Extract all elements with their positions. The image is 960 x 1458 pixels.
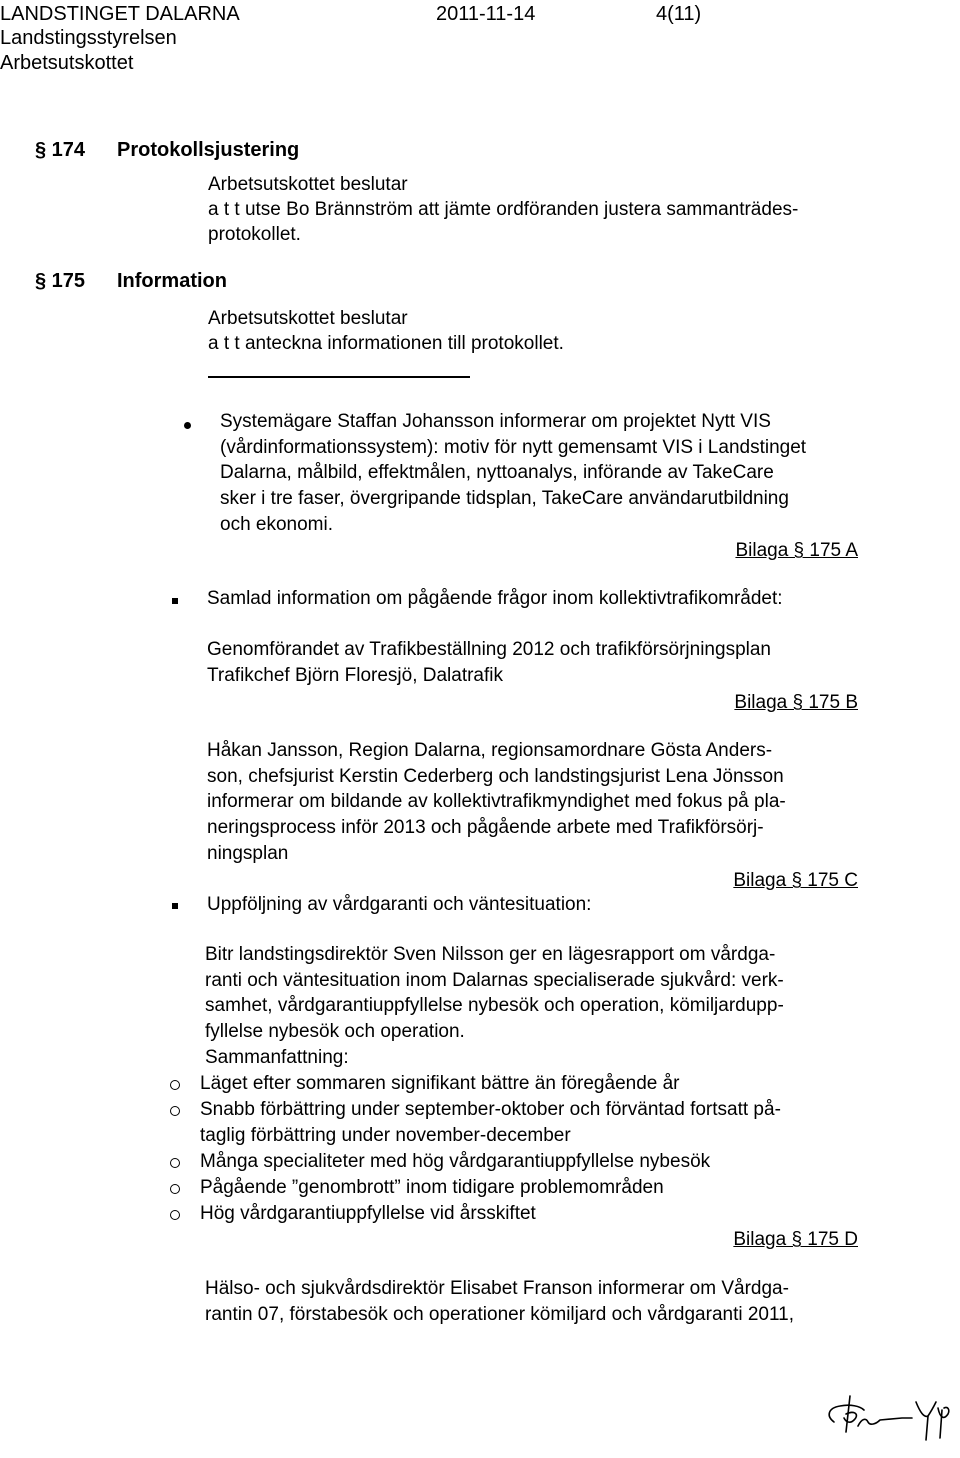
attachment-175b-link[interactable]: Bilaga § 175 B: [734, 692, 858, 713]
final-line-2: rantin 07, förstabesök och operationer kömiljard och vårdgaranti 2011,: [205, 1303, 794, 1325]
attachment-175a-link[interactable]: Bilaga § 175 A: [735, 540, 858, 561]
care-summary-head: Sammanfattning:: [205, 1046, 349, 1068]
bullet-circle: [170, 1158, 180, 1168]
summary-item-1: Läget efter sommaren signifikant bättre än föregående år: [200, 1073, 680, 1094]
section-divider: [208, 376, 470, 378]
vis-line-5: och ekonomi.: [220, 513, 334, 535]
traffic-p2-line-4: neringsprocess inför 2013 och pågående arbete med Trafikförsörj-: [207, 817, 764, 839]
section-174-number: § 174: [35, 139, 86, 161]
traffic-p2-line-3: informerar om bildande av kollektivtrafikmyndighet med fokus på pla-: [207, 791, 786, 813]
care-line-3: samhet, vårdgarantiuppfyllelse nybesök och operation, kömiljardupp-: [205, 995, 784, 1017]
section-174-decision-line-1: a t t utse Bo Brännström att jämte ordföranden justera sammanträdes-: [208, 199, 799, 220]
traffic-p1-line-1: Genomförandet av Trafikbeställning 2012 och trafikförsörjningsplan: [207, 639, 771, 660]
section-175-title: Information: [117, 270, 227, 292]
section-175-decision-head: Arbetsutskottet beslutar: [208, 308, 408, 329]
attachment-175d-link[interactable]: Bilaga § 175 D: [733, 1229, 858, 1250]
final-line-1: Hälso- och sjukvårdsdirektör Elisabet Franson informerar om Vårdga-: [205, 1278, 789, 1299]
traffic-p2-line-5: ningsplan: [207, 842, 289, 864]
vis-line-3: Dalarna, målbild, effektmålen, nyttoanalys, införande av TakeCare: [220, 462, 774, 484]
summary-item-4: Pågående ”genombrott” inom tidigare problemområden: [200, 1177, 664, 1198]
summary-item-5: Hög vårdgarantiuppfyllelse vid årsskiftet: [200, 1203, 536, 1224]
handwritten-initials-signature: [820, 1388, 960, 1448]
traffic-p1-line-2: Trafikchef Björn Floresjö, Dalatrafik: [207, 664, 504, 686]
traffic-p2-line-2: son, chefsjurist Kerstin Cederberg och landstingsjurist Lena Jönsson: [207, 765, 784, 787]
header-board: Landstingsstyrelsen: [0, 27, 177, 49]
traffic-paragraph-1: [207, 637, 771, 688]
section-175-decision-line: a t t anteckna informationen till protokollet.: [208, 333, 564, 354]
summary-item-3: Många specialiteter med hög vårdgarantiuppfyllelse nybesök: [200, 1151, 711, 1172]
vis-line-2: (vårdinformationssystem): motiv för nytt gemensamt VIS i Landstinget: [220, 436, 807, 458]
section-174-decision-line-2: protokollet.: [208, 224, 301, 245]
header-committee: Arbetsutskottet: [0, 52, 134, 74]
traffic-p2-line-1: Håkan Jansson, Region Dalarna, regionsamordnare Gösta Anders-: [207, 740, 773, 761]
bullet-square: [172, 598, 178, 604]
bullet-circle: [170, 1184, 180, 1194]
vis-paragraph: [220, 409, 806, 538]
care-line-2: ranti och väntesituation inom Dalarnas specialiserade sjukvård: verk-: [205, 969, 784, 991]
traffic-paragraph-2: [207, 738, 786, 867]
header-date: 2011-11-14: [436, 3, 536, 25]
summary-item-2-line-2: taglig förbättring under november-december: [200, 1125, 571, 1146]
section-174-decision-head: Arbetsutskottet beslutar: [208, 174, 408, 195]
bullet-dot: [184, 422, 191, 429]
attachment-175c-link[interactable]: Bilaga § 175 C: [733, 870, 858, 891]
bullet-circle: [170, 1106, 180, 1116]
header-page-number: 4(11): [656, 3, 702, 25]
care-line-1: Bitr landstingsdirektör Sven Nilsson ger en lägesrapport om vårdga-: [205, 944, 776, 965]
bullet-circle: [170, 1080, 180, 1090]
vis-line-4: sker i tre faser, övergripande tidsplan, TakeCare användarutbildning: [220, 488, 789, 510]
care-heading: Uppföljning av vårdgaranti och väntesituation:: [207, 894, 592, 915]
traffic-heading: Samlad information om pågående frågor inom kollektivtrafikområdet:: [207, 588, 783, 609]
section-174-title: Protokollsjustering: [117, 139, 300, 161]
care-paragraph: [205, 942, 784, 1071]
section-175-number: § 175: [35, 270, 86, 292]
summary-item-2-line-1: Snabb förbättring under september-oktober och förväntad fortsatt på-: [200, 1099, 781, 1120]
final-paragraph: [205, 1276, 794, 1327]
bullet-square: [172, 903, 178, 909]
care-line-4: fyllelse nybesök och operation.: [205, 1021, 465, 1043]
vis-line-1: Systemägare Staffan Johansson informerar om projektet Nytt VIS: [220, 411, 771, 432]
bullet-circle: [170, 1210, 180, 1220]
header-org: LANDSTINGET DALARNA: [0, 3, 240, 25]
